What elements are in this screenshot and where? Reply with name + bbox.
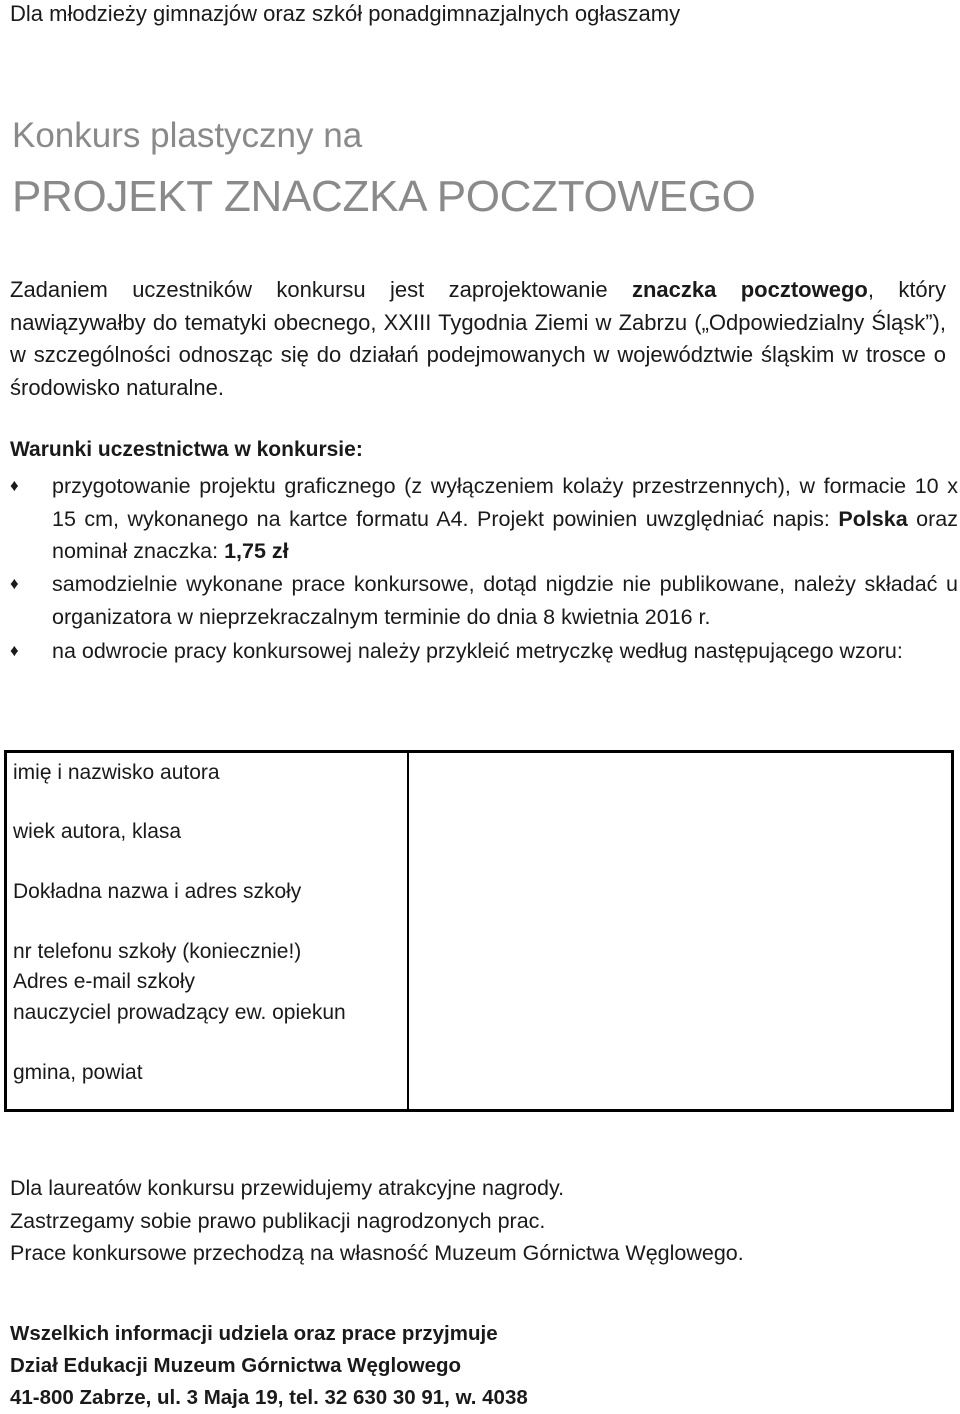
contact-info	[10, 1318, 528, 1414]
condition-text-3: na odwrocie pracy konkursowej należy przykleić metryczkę według następującego wzoru:	[52, 639, 903, 663]
condition-1-part-1: przygotowanie projektu graficznego (z wyłączeniem kolaży przestrzennych), w formacie 10 x 15 cm, wykonanego na kartce formatu A4. Projekt powinien uwzględniać napis:	[52, 474, 958, 531]
footer-line-3: Prace konkursowe przechodzą na własność Muzeum Górnictwa Węglowego.	[10, 1241, 744, 1265]
task-text-2: , który nawiązywałby do tematyki obecnego, XXIII Tygodnia Ziemi w Zabrzu („Odpowiedzialny Śląsk”), w szczególności odnosząc się do działań podejmowanych w województwie śląskim w trosce o środowisko naturalne.	[10, 277, 946, 400]
contact-line-1: Wszelkich informacji udziela oraz prace przyjmuje	[10, 1322, 498, 1345]
condition-text-1	[52, 470, 958, 568]
condition-1-bold-polska: Polska	[838, 506, 908, 531]
title-line-2: PROJEKT ZNACZKA POCZTOWEGO	[12, 172, 756, 221]
form-label-teacher: nauczyciel prowadzący ew. opiekun	[13, 1001, 346, 1024]
form-divider	[407, 753, 409, 1109]
intro-text: Dla młodzieży gimnazjów oraz szkół ponadgimnazjalnych ogłaszamy	[10, 1, 681, 26]
form-label-school-email: Adres e-mail szkoły	[13, 970, 196, 993]
diamond-bullet-icon: ♦	[10, 476, 19, 495]
form-label-district: gmina, powiat	[13, 1061, 143, 1084]
form-label-author-age: wiek autora, klasa	[13, 820, 182, 843]
footer-line-1: Dla laureatów konkursu przewidujemy atrakcyjne nagrody.	[10, 1176, 565, 1200]
footer-notes	[10, 1172, 744, 1270]
condition-1-bold-value: 1,75 zł	[224, 539, 289, 563]
title-line-1: Konkurs plastyczny na	[12, 116, 363, 155]
contact-line-2: Dział Edukacji Muzeum Górnictwa Węglowego	[10, 1354, 462, 1377]
task-paragraph	[10, 274, 946, 404]
form-label-school-name: Dokładna nazwa i adres szkoły	[13, 880, 302, 903]
diamond-bullet-icon: ♦	[10, 641, 19, 660]
task-text-1: Zadaniem uczestników konkursu jest zaprojektowanie	[10, 277, 632, 302]
condition-text-2: samodzielnie wykonane prace konkursowe, dotąd nigdzie nie publikowane, należy składać u organizatora w nieprzekraczalnym terminie do dnia 8 kwietnia 2016 r.	[52, 572, 958, 629]
form-label-school-phone: nr telefonu szkoły (koniecznie!)	[13, 940, 302, 963]
contact-line-3: 41-800 Zabrze, ul. 3 Maja 19, tel. 32 630 30 91, w. 4038	[10, 1386, 528, 1409]
condition-1-part-2: oraz nominał znaczka:	[52, 506, 958, 563]
footer-line-2: Zastrzegamy sobie prawo publikacji nagrodzonych prac.	[10, 1208, 546, 1233]
task-bold: znaczka pocztowego	[631, 277, 868, 302]
conditions-heading: Warunki uczestnictwa w konkursie:	[10, 438, 363, 461]
diamond-bullet-icon: ♦	[10, 574, 19, 593]
metryczka-form	[4, 750, 954, 1112]
form-label-author-name: imię i nazwisko autora	[13, 761, 220, 784]
